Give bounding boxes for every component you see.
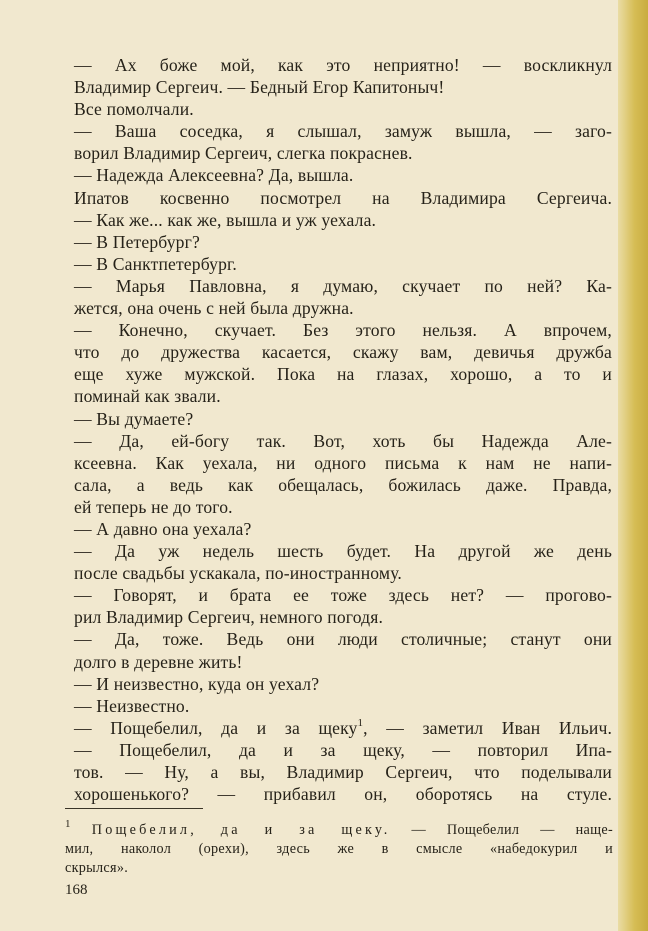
text-line: Ипатов косвенно посмотрел на Владимира Сергеича. — [74, 187, 612, 208]
text-line: — Да, ей-богу так. Вот, хоть бы Надежда Але- — [74, 430, 612, 451]
text-segment: — Пощебелил, да и за щеку — [74, 717, 358, 738]
text-line: ей теперь не до того. — [74, 496, 233, 517]
main-text — [74, 54, 612, 805]
text-line: сала, а ведь как обещалась, божилась даже. Правда, — [74, 474, 612, 495]
footnote-divider — [65, 808, 203, 809]
text-line: — Как же... как же, вышла и уж уехала. — [74, 209, 377, 230]
text-line: — Надежда Алексеевна? Да, вышла. — [74, 165, 354, 186]
text-line: — Вы думаете? — [74, 408, 194, 429]
text-line: — Да, тоже. Ведь они люди столичные; станут они — [74, 629, 612, 650]
text-line: что до дружества касается, скажу вам, девичья дружба — [74, 342, 612, 363]
text-line: — Пощебелил, да и за щеку, — повторил Ипа- — [74, 739, 612, 760]
text-line: — Неизвестно. — [74, 695, 190, 716]
footnote-ref: 1 — [357, 716, 364, 729]
page-edge — [618, 0, 648, 931]
text-line: — Конечно, скучает. Без этого нельзя. А впрочем, — [74, 320, 612, 341]
text-line: — В Санктпетербург. — [74, 253, 237, 274]
text-line: — Марья Павловна, я думаю, скучает по ней? Ка- — [74, 275, 612, 296]
text-line: долго в деревне жить! — [74, 651, 243, 672]
text-line-with-footnote — [74, 717, 612, 739]
footnote-marker: 1 — [65, 818, 71, 831]
footnote-term: Пощебелил, да и за щеку. — [91, 822, 391, 838]
text-line: — Говорят, и брата ее тоже здесь нет? — прогово- — [74, 585, 612, 606]
text-line: — И неизвестно, куда он уехал? — [74, 673, 320, 694]
text-line: — Ваша соседка, я слышал, замуж вышла, — заго- — [74, 121, 612, 142]
page-number: 168 — [65, 882, 88, 898]
text-line: тов. — Ну, а вы, Владимир Сергеич, что поделывали — [74, 762, 612, 782]
footnote-line: скрылся». — [65, 860, 129, 876]
footnote-line — [65, 818, 613, 840]
text-line: ворил Владимир Сергеич, слегка покраснев. — [74, 143, 413, 164]
text-line: Владимир Сергеич. — Бедный Егор Капитоныч! — [74, 77, 445, 98]
text-line: — В Петербург? — [74, 231, 200, 252]
text-line: — А давно она уехала? — [74, 518, 252, 539]
text-line: ксеевна. Как уехала, ни одного письма к нам не напи- — [74, 452, 612, 473]
text-line: еще хуже мужской. Пока на глазах, хорошо, а то и — [74, 364, 612, 385]
footnote-text: — Пощебелил — наще- — [390, 822, 613, 838]
text-segment: , — заметил Иван Ильич. — [363, 717, 612, 738]
text-line: поминай как звали. — [74, 386, 221, 407]
footnote — [65, 818, 613, 878]
text-line: — Ах боже мой, как это неприятно! — воскликнул — [74, 55, 612, 75]
text-line: рил Владимир Сергеич, немного погодя. — [74, 607, 384, 628]
footnote-line: мил, наколол (орехи), здесь же в смысле «набедокурил и — [65, 841, 613, 857]
text-line: — Да уж недель шесть будет. На другой же день — [74, 541, 612, 562]
text-line: после свадьбы ускакала, по-иностранному. — [74, 563, 402, 584]
text-line: хорошенького? — прибавил он, оборотясь на стуле. — [74, 784, 612, 805]
text-line: Все помолчали. — [74, 99, 194, 120]
text-line: жется, она очень с ней была дружна. — [74, 298, 354, 319]
